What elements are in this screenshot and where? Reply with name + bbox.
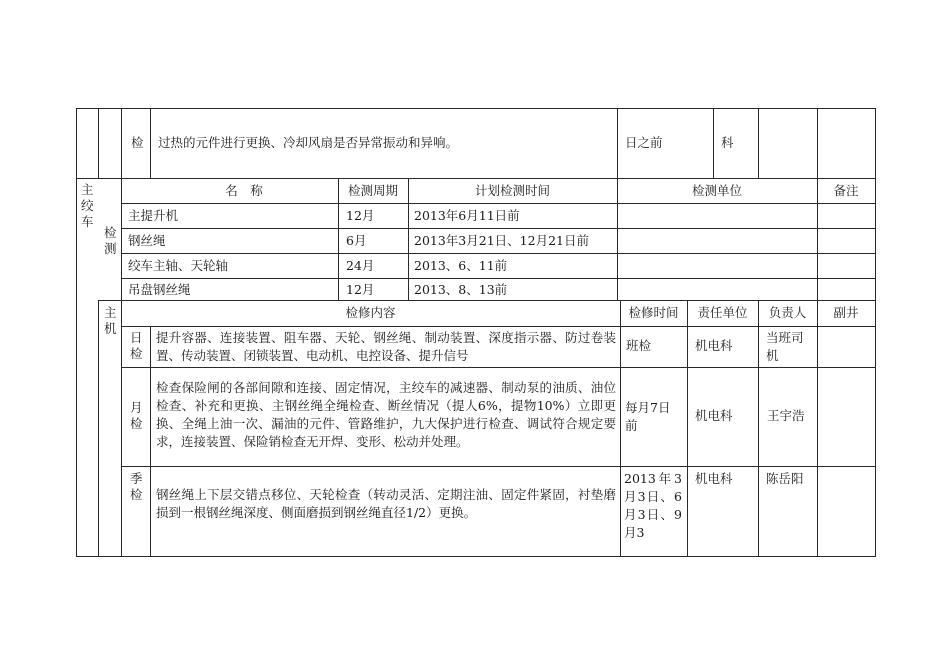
- quarterly-content: 钢丝绳上下层交错点移位、天轮检查（转动灵活、定期注油、固定件紧固，衬垫磨损到一根钢丝绳深度、侧面磨损到钢丝绳直径1/2）更换。: [156, 487, 616, 520]
- header-cycle: 检测周期: [347, 183, 398, 198]
- header-unit: 检测单位: [691, 183, 742, 198]
- header-plan: 计划检测时间: [474, 183, 550, 198]
- header-content: 检修内容: [345, 305, 396, 320]
- top-row-unit: 科: [721, 135, 734, 150]
- header-auxiliary-shaft: 副井: [833, 305, 859, 320]
- header-name: 名 称: [225, 183, 263, 198]
- maintenance-plan-page: 检 过热的元件进行更换、冷却风扇是否异常振动和异响。 日之前 科 主 绞 车 检 测 名 称 检测周期 计划检测时间 检测单位 备注 主提升机 12月 2013年6月11日前 钢丝绳 6月 2013年3月21日、12月21日前 绞车主轴、天轮轴 24月 2013、6、11前 吊盘钢丝绳 12月 2013、8、13前 主 机 检修内容 检修时间 责任单位 负责人 副井 日 检 提升容器、连接装置、阻车器、天轮、钢丝绳、制动装置、深度指示器、防过卷装置、传动装置、闭锁装置、电动机、电控设备、提升信号 班检 机电科 当班司机 月 检 检查保险闸的各部间隙和连接、固定情况，主绞车的减速器、制动泵的油质、油位检查、补充和更换、主钢丝绳全绳检查、断丝情况（提人6%，提物10%）立即更换、全绳上油一次、漏油的元件、管路维护，九大保护进行检查、调试符合规定要求，连接装置、保险销检查无开焊、变形、松动并处理。 每月7日前 机电科 王宇浩 季 检 钢丝绳上下层交错点移位、天轮检查（转动灵活、定期注油、固定件紧固，衬垫磨损到一根钢丝绳深度、侧面磨损到钢丝绳直径1/2）更换。 2013年3月3日、6月3日、9月3 机电科 陈岳阳: [0, 0, 950, 672]
- daily-content: 提升容器、连接装置、阻车器、天轮、钢丝绳、制动装置、深度指示器、防过卷装置、传动装置、闭锁装置、电动机、电控设备、提升信号: [156, 330, 616, 363]
- header-note: 备注: [833, 183, 859, 198]
- header-time: 检修时间: [628, 305, 679, 320]
- header-responsible-unit: 责任单位: [697, 305, 748, 320]
- monthly-content: 检查保险闸的各部间隙和连接、固定情况，主绞车的减速器、制动泵的油质、油位检查、补充和更换、主钢丝绳全绳检查、断丝情况（提人6%，提物10%）立即更换、全绳上油一次、漏油的元件、管路维护，九大保护进行检查、调试符合规定要求，连接装置、保险销检查无开焊、变形、松动并处理。: [156, 380, 616, 449]
- top-row-type: 检: [131, 135, 144, 150]
- top-row-content: 过热的元件进行更换、冷却风扇是否异常振动和异响。: [158, 135, 459, 150]
- header-person: 负责人: [768, 305, 807, 320]
- top-row-time: 日之前: [625, 135, 663, 150]
